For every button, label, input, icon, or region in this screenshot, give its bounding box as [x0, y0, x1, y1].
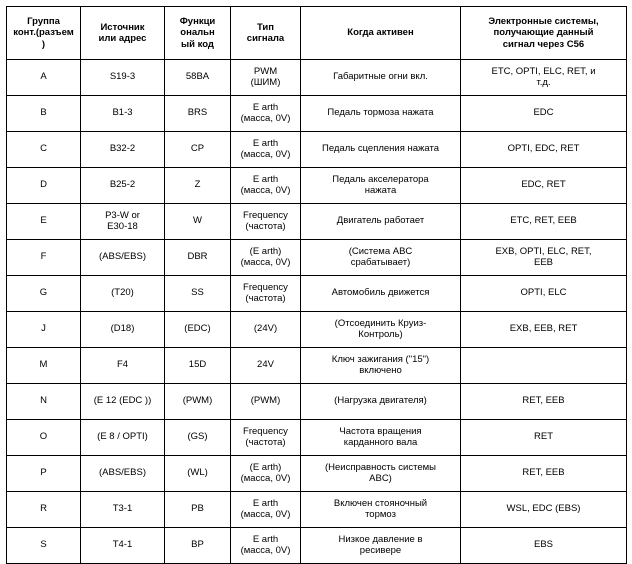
cell-group: N	[7, 384, 81, 420]
column-header-when-active: Когда активен	[301, 7, 461, 60]
cell-group: E	[7, 204, 81, 240]
cell-signal-type: 24V	[231, 348, 301, 384]
column-header-code: Функци ональн ый код	[165, 7, 231, 60]
cell-code: (PWM)	[165, 384, 231, 420]
cell-systems: RET, EEB	[461, 456, 627, 492]
cell-systems: OPTI, ELC	[461, 276, 627, 312]
cell-when-active: Включен стояночный тормоз	[301, 492, 461, 528]
cell-signal-type: Frequency (частота)	[231, 276, 301, 312]
cell-source: (D18)	[81, 312, 165, 348]
cell-signal-type: (E arth) (масса, 0V)	[231, 240, 301, 276]
cell-systems	[461, 348, 627, 384]
cell-code: BRS	[165, 96, 231, 132]
table-row	[7, 492, 627, 528]
table-row	[7, 132, 627, 168]
cell-when-active: (Неисправность системы ABC)	[301, 456, 461, 492]
cell-source: P3-W or E30-18	[81, 204, 165, 240]
cell-source: B32-2	[81, 132, 165, 168]
table-row	[7, 528, 627, 564]
cell-code: CP	[165, 132, 231, 168]
cell-group: A	[7, 60, 81, 96]
cell-code: BP	[165, 528, 231, 564]
cell-group: F	[7, 240, 81, 276]
cell-code: PB	[165, 492, 231, 528]
cell-when-active: Педаль сцепления нажата	[301, 132, 461, 168]
cell-group: R	[7, 492, 81, 528]
table-row	[7, 384, 627, 420]
cell-systems: EXB, OPTI, ELC, RET, EEB	[461, 240, 627, 276]
column-header-signal-type: Тип сигнала	[231, 7, 301, 60]
cell-signal-type: (24V)	[231, 312, 301, 348]
cell-systems: ETC, OPTI, ELC, RET, и т.д.	[461, 60, 627, 96]
cell-group: O	[7, 420, 81, 456]
cell-source: (E 8 / OPTI)	[81, 420, 165, 456]
cell-when-active: (Отсоединить Круиз- Контроль)	[301, 312, 461, 348]
cell-code: (EDC)	[165, 312, 231, 348]
table-row	[7, 204, 627, 240]
table-row	[7, 240, 627, 276]
cell-group: J	[7, 312, 81, 348]
cell-when-active: Низкое давление в ресивере	[301, 528, 461, 564]
cell-group: P	[7, 456, 81, 492]
cell-source: B25-2	[81, 168, 165, 204]
cell-signal-type: E arth (масса, 0V)	[231, 492, 301, 528]
cell-group: G	[7, 276, 81, 312]
cell-source: (E 12 (EDC ))	[81, 384, 165, 420]
cell-source: (T20)	[81, 276, 165, 312]
cell-code: (WL)	[165, 456, 231, 492]
cell-signal-type: PWM (ШИМ)	[231, 60, 301, 96]
cell-code: 15D	[165, 348, 231, 384]
table-row	[7, 276, 627, 312]
cell-source: T4-1	[81, 528, 165, 564]
cell-signal-type: E arth (масса, 0V)	[231, 132, 301, 168]
cell-when-active: Ключ зажигания ("15") включено	[301, 348, 461, 384]
cell-when-active: Педаль тормоза нажата	[301, 96, 461, 132]
cell-signal-type: E arth (масса, 0V)	[231, 96, 301, 132]
table-row	[7, 96, 627, 132]
cell-systems: OPTI, EDC, RET	[461, 132, 627, 168]
cell-when-active: Педаль акселератора нажата	[301, 168, 461, 204]
cell-systems: EDC	[461, 96, 627, 132]
cell-systems: RET, EEB	[461, 384, 627, 420]
cell-code: DBR	[165, 240, 231, 276]
cell-signal-type: (PWM)	[231, 384, 301, 420]
cell-source: F4	[81, 348, 165, 384]
table-row	[7, 168, 627, 204]
cell-systems: EDC, RET	[461, 168, 627, 204]
cell-when-active: (Система ABC срабатывает)	[301, 240, 461, 276]
cell-signal-type: Frequency (частота)	[231, 204, 301, 240]
cell-group: S	[7, 528, 81, 564]
table-header-row	[7, 7, 627, 60]
cell-code: 58BA	[165, 60, 231, 96]
cell-systems: EBS	[461, 528, 627, 564]
cell-code: (GS)	[165, 420, 231, 456]
cell-group: B	[7, 96, 81, 132]
table-row	[7, 348, 627, 384]
cell-when-active: (Нагрузка двигателя)	[301, 384, 461, 420]
column-header-systems: Электронные системы, получающие данный сигнал через C56	[461, 7, 627, 60]
cell-systems: EXB, EEB, RET	[461, 312, 627, 348]
cell-code: W	[165, 204, 231, 240]
cell-source: (ABS/EBS)	[81, 240, 165, 276]
cell-source: T3-1	[81, 492, 165, 528]
cell-code: SS	[165, 276, 231, 312]
table-row	[7, 456, 627, 492]
cell-systems: WSL, EDC (EBS)	[461, 492, 627, 528]
cell-signal-type: E arth (масса, 0V)	[231, 528, 301, 564]
cell-group: C	[7, 132, 81, 168]
cell-when-active: Габаритные огни вкл.	[301, 60, 461, 96]
cell-when-active: Двигатель работает	[301, 204, 461, 240]
document-sheet	[0, 6, 632, 556]
cell-signal-type: (E arth) (масса, 0V)	[231, 456, 301, 492]
table-body	[7, 60, 627, 564]
cell-when-active: Частота вращения карданного вала	[301, 420, 461, 456]
cell-source: (ABS/EBS)	[81, 456, 165, 492]
cell-signal-type: Frequency (частота)	[231, 420, 301, 456]
cell-group: D	[7, 168, 81, 204]
cell-source: S19-3	[81, 60, 165, 96]
cell-group: M	[7, 348, 81, 384]
column-header-source: Источник или адрес	[81, 7, 165, 60]
cell-source: B1-3	[81, 96, 165, 132]
table-row	[7, 420, 627, 456]
cell-code: Z	[165, 168, 231, 204]
cell-systems: ETC, RET, EEB	[461, 204, 627, 240]
column-header-group: Группа конт.(разъем )	[7, 7, 81, 60]
pin-assignment-table	[6, 6, 627, 564]
table-row	[7, 312, 627, 348]
cell-when-active: Автомобиль движется	[301, 276, 461, 312]
cell-signal-type: E arth (масса, 0V)	[231, 168, 301, 204]
cell-systems: RET	[461, 420, 627, 456]
table-row	[7, 60, 627, 96]
